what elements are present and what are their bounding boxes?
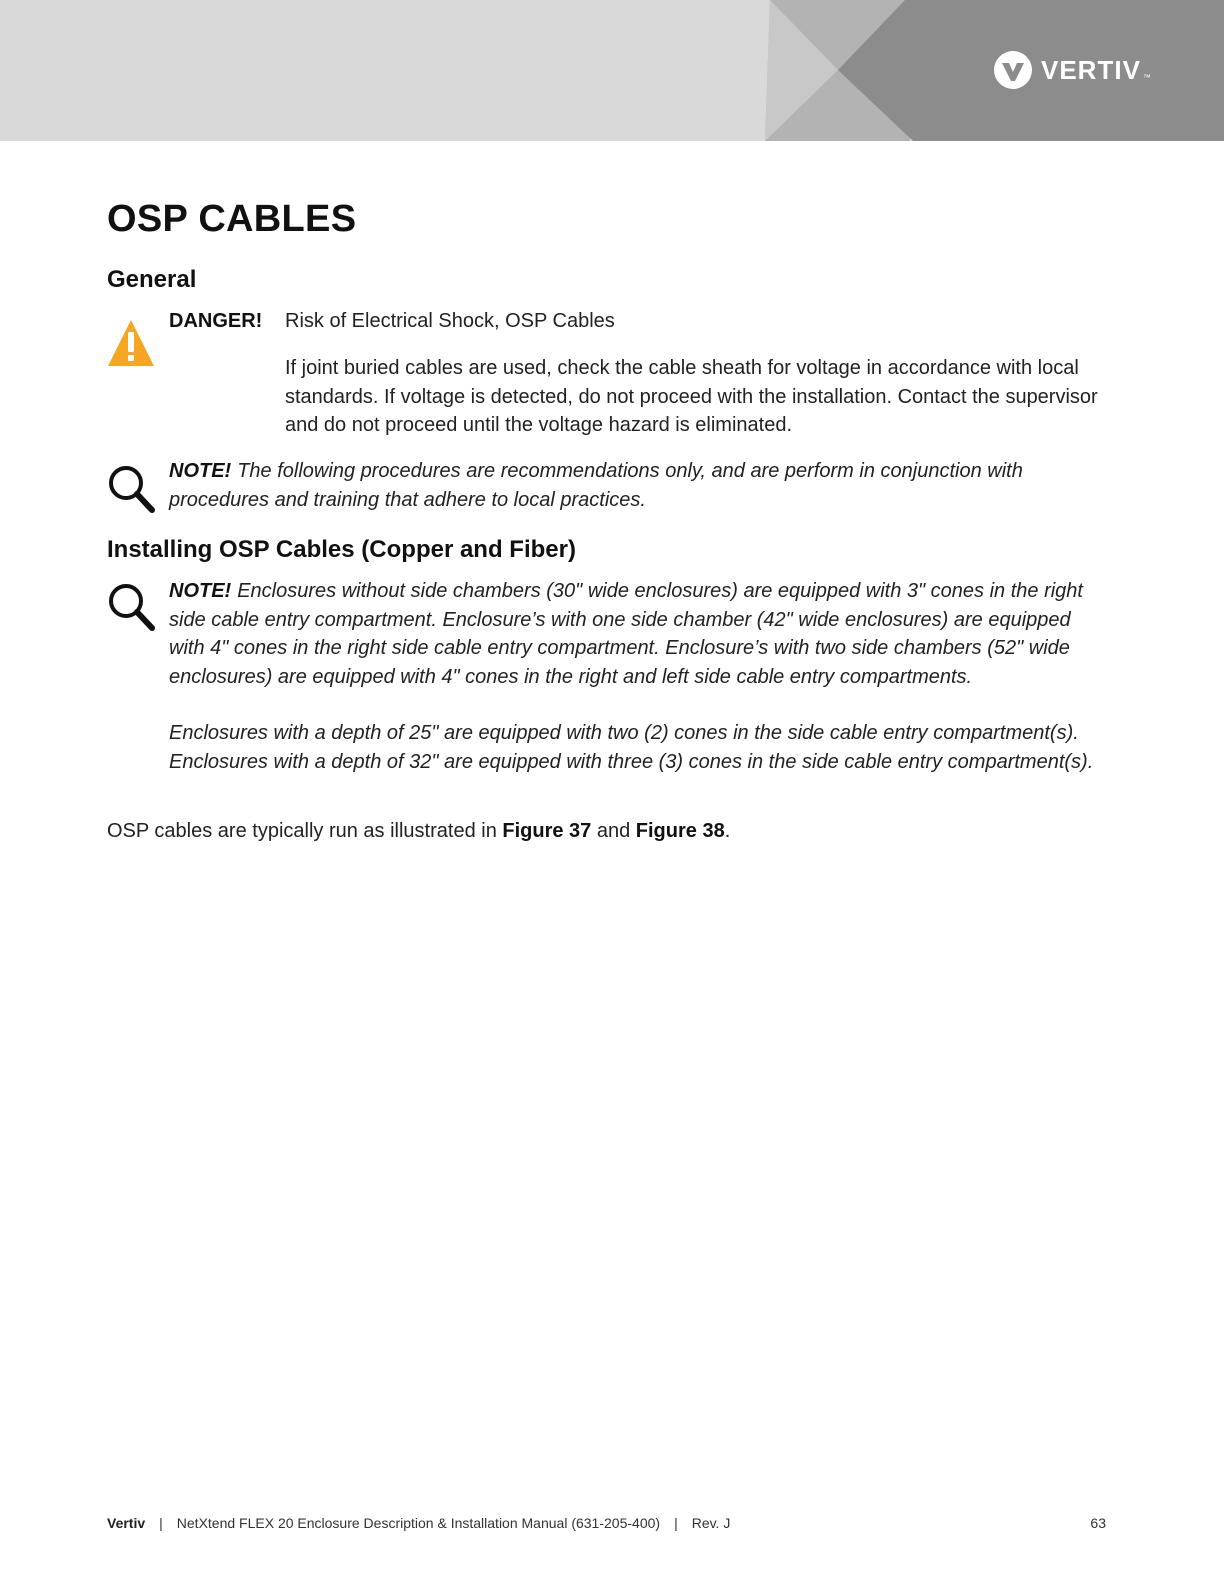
logo-text: VERTIV bbox=[1041, 54, 1141, 85]
magnifier-icon bbox=[107, 582, 155, 632]
page-header bbox=[0, 0, 1224, 141]
danger-title: Risk of Electrical Shock, OSP Cables bbox=[285, 310, 615, 332]
section-heading-general: General bbox=[107, 266, 197, 293]
note-text: The following procedures are recommendations only, and are perform in conjunction with procedures and training that adhere to local practices. bbox=[169, 460, 1023, 511]
note-label: NOTE! bbox=[169, 460, 232, 482]
danger-label: DANGER! bbox=[169, 310, 263, 332]
note-label: NOTE! bbox=[169, 580, 232, 602]
page-number: 63 bbox=[1090, 1515, 1106, 1531]
warning-triangle-icon bbox=[107, 318, 155, 368]
danger-body: If joint buried cables are used, check the cable sheath for voltage in accordance with local standards. If voltage is detected, do not proceed with the installation. Contact the supervisor and do not proceed until the voltage hazard is eliminated. bbox=[285, 357, 1098, 436]
note-general bbox=[169, 457, 1109, 514]
note-installing bbox=[169, 577, 1109, 691]
note-installing-depth: Enclosures with a depth of 25" are equipped with two (2) cones in the side cable entry compartment(s). Enclosures with a depth of 32" are equipped with three (3) cones in the side cable entry compartment(s). bbox=[169, 722, 1094, 773]
paragraph-text: and bbox=[591, 820, 636, 842]
page-footer bbox=[107, 1515, 1106, 1531]
vertiv-logo-icon bbox=[993, 50, 1033, 90]
note-text: Enclosures without side chambers (30" wide enclosures) are equipped with 3" cones in the right side cable entry compartment. Enclosure’s with one side chamber (42" wide enclosures) are equipped with 4" cones in the right side cable entry compartment. Enclosure’s with two side chambers (52" wide enclosures) are equipped with 4" cones in the right and left side cable entry compartments. bbox=[169, 580, 1083, 688]
footer-brand: Vertiv bbox=[107, 1515, 146, 1531]
footer-separator: | bbox=[674, 1515, 678, 1531]
page-title: OSP CABLES bbox=[107, 198, 357, 240]
vertiv-logo bbox=[993, 50, 1151, 90]
logo-trademark: ™ bbox=[1142, 72, 1151, 82]
paragraph-text: OSP cables are typically run as illustrated in bbox=[107, 820, 503, 842]
footer-doc-title: NetXtend FLEX 20 Enclosure Description & Installation Manual (631-205-400) bbox=[176, 1515, 661, 1531]
figure-reference-paragraph bbox=[107, 820, 730, 843]
paragraph-text: . bbox=[724, 820, 731, 842]
section-heading-installing: Installing OSP Cables (Copper and Fiber) bbox=[107, 536, 576, 563]
figure-38-link[interactable]: Figure 38 bbox=[635, 820, 725, 842]
footer-separator: | bbox=[159, 1515, 163, 1531]
footer-revision: Rev. J bbox=[691, 1515, 731, 1531]
magnifier-icon bbox=[107, 464, 155, 514]
figure-37-link[interactable]: Figure 37 bbox=[502, 820, 592, 842]
